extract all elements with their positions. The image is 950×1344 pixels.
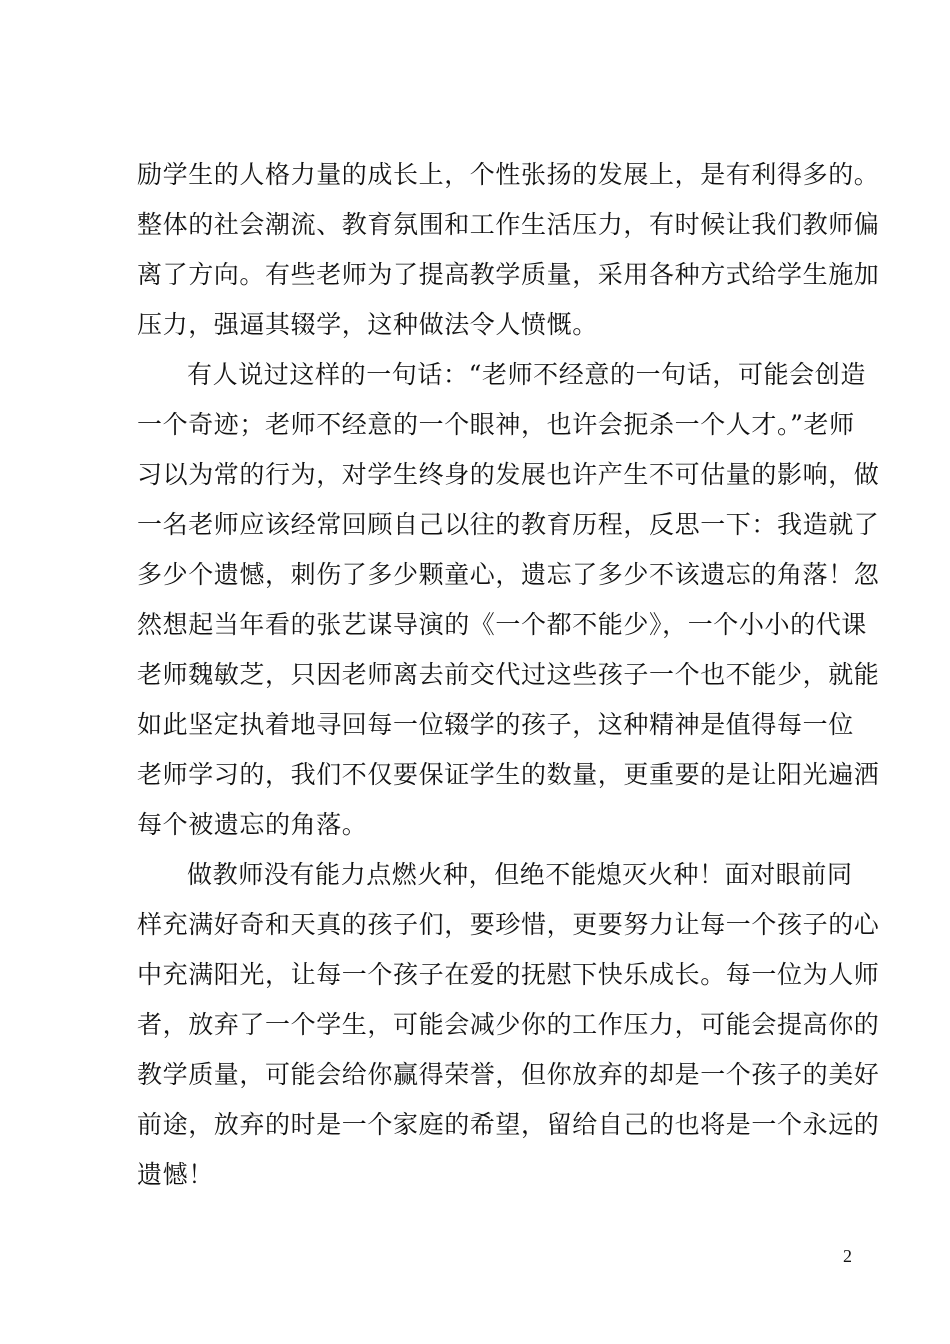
page-number: 2	[843, 1246, 852, 1266]
text-line: 前途，放弃的时是一个家庭的希望，留给自己的也将是一个永远的	[137, 1110, 880, 1139]
text-line: 一个奇迹；老师不经意的一个眼神，也许会扼杀一个人才。”老师	[137, 410, 855, 439]
text-line: 习以为常的行为，对学生终身的发展也许产生不可估量的影响，做	[137, 460, 880, 489]
text-line: 样充满好奇和天真的孩子们，要珍惜，更要努力让每一个孩子的心	[137, 910, 880, 939]
text-line: 有人说过这样的一句话：“老师不经意的一句话，可能会创造	[187, 360, 866, 389]
text-line: 励学生的人格力量的成长上，个性张扬的发展上，是有利得多的。	[137, 160, 880, 189]
text-line: 多少个遗憾，刺伤了多少颗童心，遗忘了多少不该遗忘的角落！忽	[137, 560, 880, 589]
paragraph-2	[137, 350, 880, 850]
paragraph-1	[137, 150, 880, 350]
body-text	[137, 150, 880, 1200]
text-line: 老师学习的，我们不仅要保证学生的数量，更重要的是让阳光遍洒	[137, 760, 880, 789]
text-line: 然想起当年看的张艺谋导演的《一个都不能少》，一个小小的代课	[137, 610, 867, 639]
text-line: 一名老师应该经常回顾自己以往的教育历程，反思一下：我造就了	[137, 510, 880, 539]
text-line: 遗憾！	[137, 1160, 214, 1189]
text-line: 每个被遗忘的角落。	[137, 810, 368, 839]
text-line: 如此坚定执着地寻回每一位辍学的孩子，这种精神是值得每一位	[137, 710, 854, 739]
text-line: 压力，强逼其辍学，这种做法令人愤慨。	[137, 310, 598, 339]
text-line: 离了方向。有些老师为了提高教学质量，采用各种方式给学生施加	[137, 260, 880, 289]
text-line: 做教师没有能力点燃火种，但绝不能熄灭火种！面对眼前同	[187, 860, 853, 889]
paragraph-3	[137, 850, 880, 1200]
text-line: 整体的社会潮流、教育氛围和工作生活压力，有时候让我们教师偏	[137, 210, 880, 239]
text-line: 老师魏敏芝，只因老师离去前交代过这些孩子一个也不能少，就能	[137, 660, 880, 689]
text-line: 者，放弃了一个学生，可能会减少你的工作压力，可能会提高你的	[137, 1010, 880, 1039]
text-line: 教学质量，可能会给你赢得荣誉，但你放弃的却是一个孩子的美好	[137, 1060, 880, 1089]
text-line: 中充满阳光，让每一个孩子在爱的抚慰下快乐成长。每一位为人师	[137, 960, 880, 989]
